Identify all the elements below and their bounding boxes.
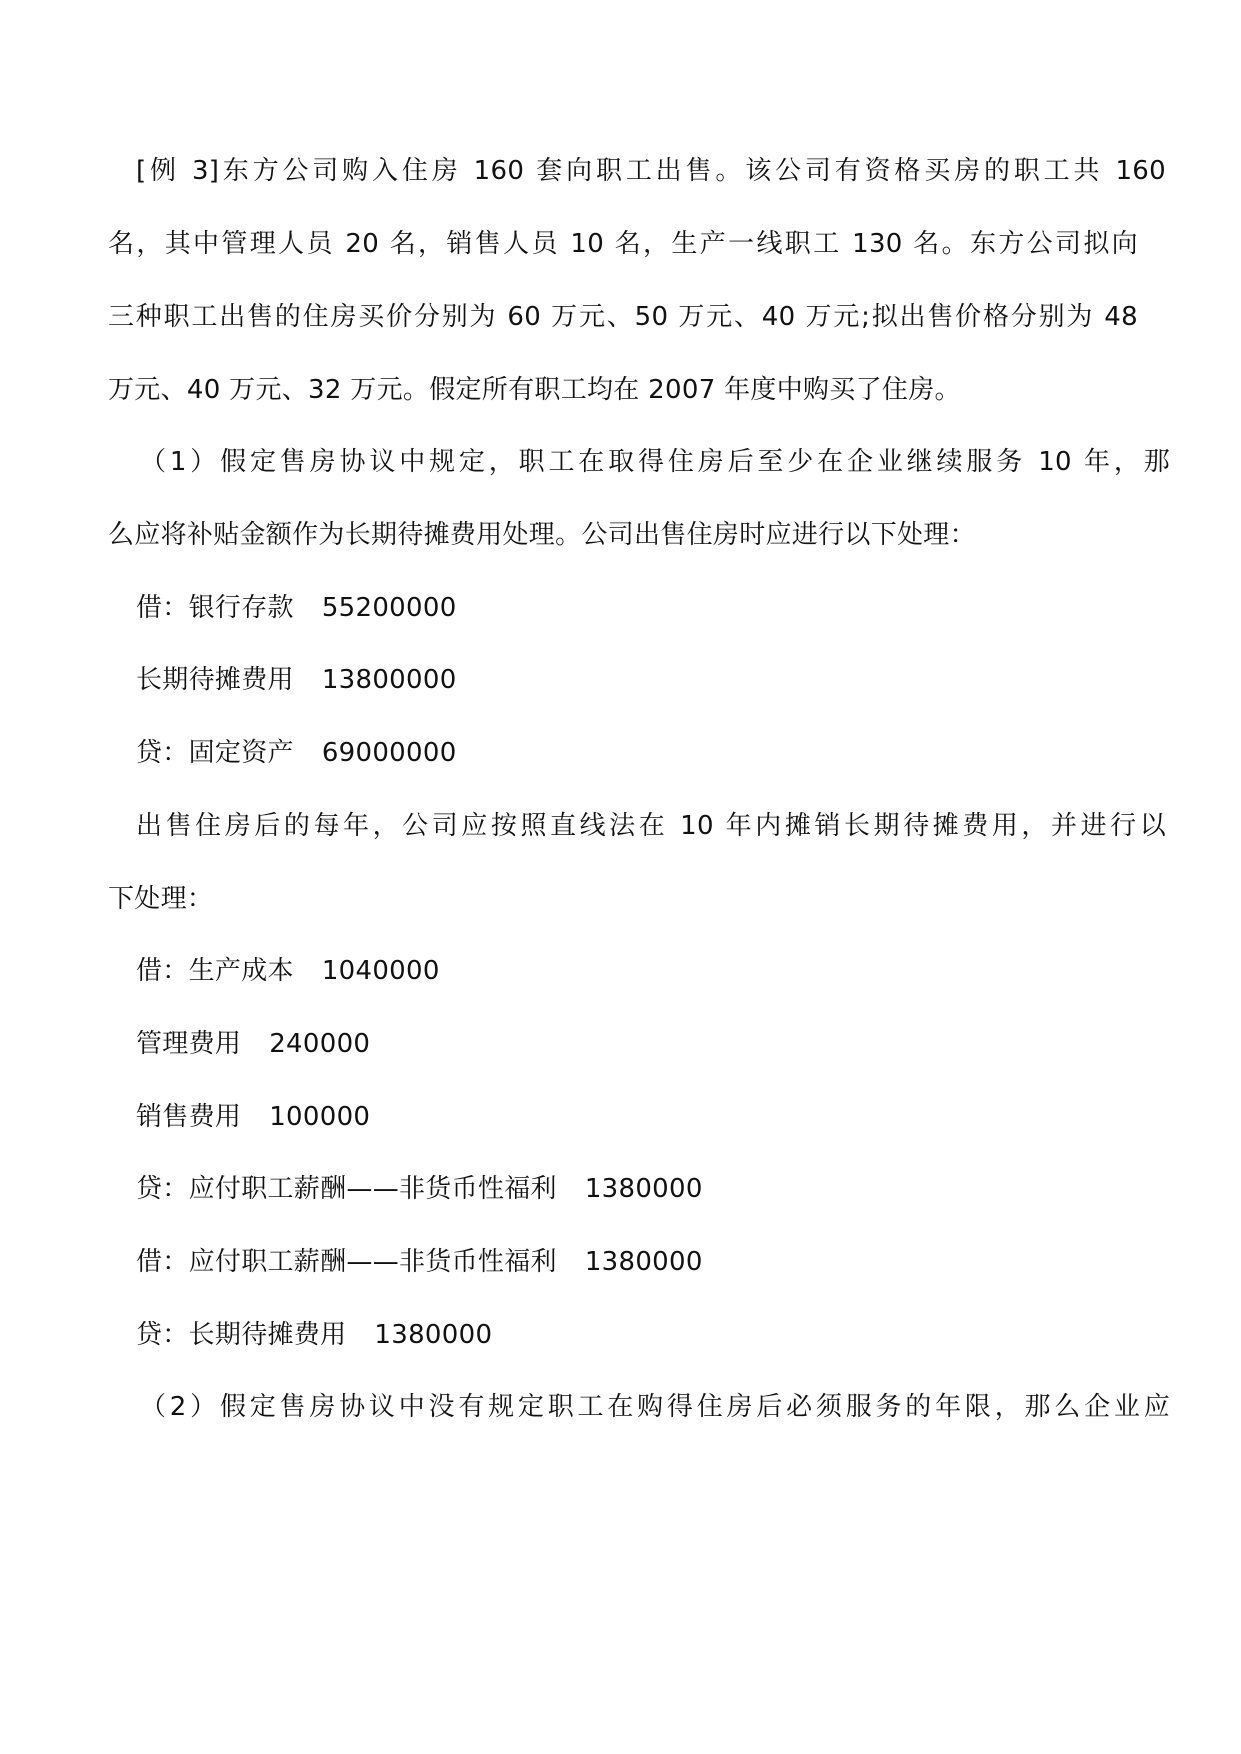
journal-entry — [136, 1097, 1166, 1137]
journal-entry — [136, 1315, 1166, 1355]
entry-account: 借：银行存款 — [136, 593, 294, 623]
case1-line-2: 么应将补贴金额作为长期待摊费用处理。公司出售住房时应进行以下处理： — [108, 520, 976, 550]
entry-amount: 1380000 — [374, 1320, 493, 1350]
journal-entry — [136, 1169, 1166, 1209]
entry-amount: 69000000 — [321, 738, 457, 768]
entry-amount: 1040000 — [321, 956, 440, 986]
entry-amount: 240000 — [269, 1029, 371, 1059]
entry-amount: 13800000 — [321, 665, 457, 695]
entry-account: 贷：应付职工薪酬——非货币性福利 — [136, 1174, 557, 1204]
entry-account: 贷：长期待摊费用 — [136, 1320, 347, 1350]
entry-amount: 55200000 — [321, 593, 457, 623]
entry-account: 借：应付职工薪酬——非货币性福利 — [136, 1247, 557, 1277]
journal-entry — [136, 1024, 1166, 1064]
entry-amount: 100000 — [269, 1102, 371, 1132]
journal-entry — [136, 588, 1166, 628]
example-line-1: [例 3]东方公司购入住房 160 套向职工出售。该公司有资格买房的职工共 160 — [136, 156, 1166, 186]
entry-account: 长期待摊费用 — [136, 665, 294, 695]
entry-account: 管理费用 — [136, 1029, 242, 1059]
journal-entry — [136, 1242, 1166, 1282]
case2-line-1: （2）假定售房协议中没有规定职工在购得住房后必须服务的年限，那么企业应 — [140, 1392, 1170, 1422]
entry-amount: 1380000 — [584, 1174, 703, 1204]
amortization-line-2: 下处理： — [108, 884, 214, 914]
example-line-2: 名，其中管理人员 20 名，销售人员 10 名，生产一线职工 130 名。东方公司拟向 — [108, 229, 1138, 259]
entry-account: 销售费用 — [136, 1102, 242, 1132]
journal-entry — [136, 660, 1166, 700]
example-line-4: 万元、40 万元、32 万元。假定所有职工均在 2007 年度中购买了住房。 — [108, 375, 961, 405]
amortization-line-1: 出售住房后的每年，公司应按照直线法在 10 年内摊销长期待摊费用，并进行以 — [136, 811, 1166, 841]
entry-account: 借：生产成本 — [136, 956, 294, 986]
entry-amount: 1380000 — [584, 1247, 703, 1277]
case1-line-1: （1）假定售房协议中规定，职工在取得住房后至少在企业继续服务 10 年，那 — [140, 447, 1170, 477]
entry-account: 贷：固定资产 — [136, 738, 294, 768]
example-line-3: 三种职工出售的住房买价分别为 60 万元、50 万元、40 万元;拟出售价格分别为 48 — [108, 302, 1138, 332]
journal-entry — [136, 951, 1166, 991]
journal-entry — [136, 733, 1166, 773]
